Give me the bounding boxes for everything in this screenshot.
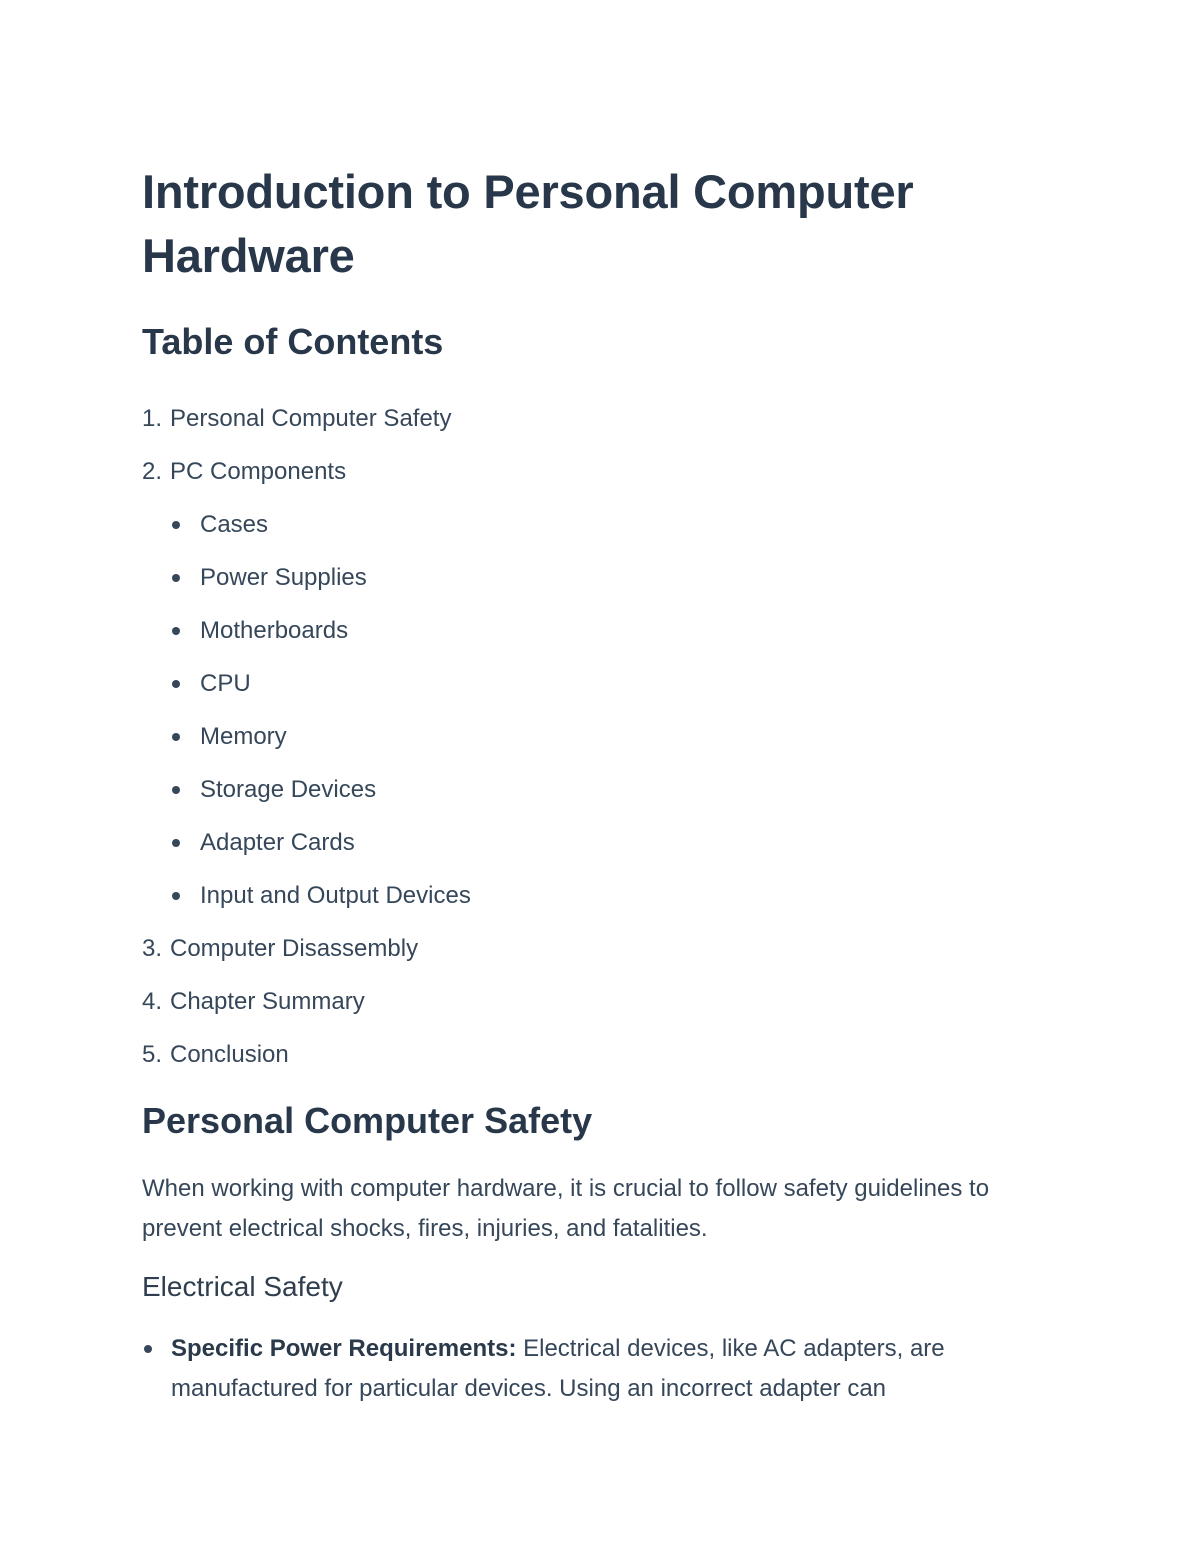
toc-sublabel: Memory: [200, 723, 287, 750]
toc-number: 2.: [142, 458, 163, 485]
bullet-icon: [172, 680, 180, 688]
toc-sublabel: Adapter Cards: [200, 829, 355, 856]
toc-item-summary[interactable]: [142, 975, 1062, 1028]
toc-subitem-input-output-devices[interactable]: [142, 869, 1062, 922]
bullet-icon: [144, 1345, 152, 1353]
bullet-icon: [172, 733, 180, 741]
toc-subitem-memory[interactable]: [142, 710, 1062, 763]
safety-bullet-list: [142, 1329, 1062, 1409]
bullet-icon: [172, 839, 180, 847]
toc-subitem-cases[interactable]: [142, 498, 1062, 551]
toc-label: Personal Computer Safety: [170, 405, 452, 432]
bullet-term: Specific Power Requirements:: [171, 1335, 517, 1362]
bullet-icon: [172, 627, 180, 635]
toc-sublabel: Input and Output Devices: [200, 882, 471, 909]
toc-item-safety[interactable]: [142, 392, 1062, 445]
section-intro-paragraph: When working with computer hardware, it is crucial to follow safety guidelines to prevent electrical shocks, fires, injuries, and fatalities.: [142, 1175, 990, 1242]
toc-subitem-storage-devices[interactable]: [142, 763, 1062, 816]
toc-number: 4.: [142, 988, 163, 1015]
toc-sublabel: Motherboards: [200, 617, 349, 644]
section-heading-safety: Personal Computer Safety: [142, 1100, 593, 1141]
toc-sublabel: CPU: [200, 670, 251, 697]
toc-subitem-power-supplies[interactable]: [142, 551, 1062, 604]
toc-item-disassembly[interactable]: [142, 922, 1062, 975]
toc-sublabel: Power Supplies: [200, 564, 367, 591]
document-page: [142, 160, 1062, 1409]
bullet-icon: [172, 892, 180, 900]
table-of-contents: [142, 392, 1062, 1081]
toc-label: PC Components: [170, 458, 347, 485]
toc-label: Computer Disassembly: [170, 935, 419, 962]
document-title: Introduction to Personal Computer Hardware: [142, 165, 914, 282]
toc-subitem-adapter-cards[interactable]: [142, 816, 1062, 869]
toc-item-pc-components[interactable]: [142, 445, 1062, 922]
toc-subitem-motherboards[interactable]: [142, 604, 1062, 657]
toc-label: Conclusion: [170, 1041, 289, 1068]
toc-label: Chapter Summary: [170, 988, 365, 1015]
bullet-icon: [172, 786, 180, 794]
toc-sublist: [170, 498, 1062, 922]
toc-sublabel: Cases: [200, 511, 269, 538]
toc-subitem-cpu[interactable]: [142, 657, 1062, 710]
toc-heading: Table of Contents: [142, 321, 444, 362]
toc-number: 5.: [142, 1041, 163, 1068]
bullet-icon: [172, 521, 180, 529]
toc-number: 3.: [142, 935, 163, 962]
bullet-text: Electrical devices, like AC adapters, are manufactured for particular devices. Using an incorrect adapter can: [171, 1335, 945, 1402]
toc-sublabel: Storage Devices: [200, 776, 377, 803]
safety-bullet-item: [142, 1329, 1062, 1409]
subsection-heading-electrical-safety: Electrical Safety: [142, 1271, 343, 1302]
toc-item-conclusion[interactable]: [142, 1028, 1062, 1081]
toc-number: 1.: [142, 405, 163, 432]
bullet-icon: [172, 574, 180, 582]
